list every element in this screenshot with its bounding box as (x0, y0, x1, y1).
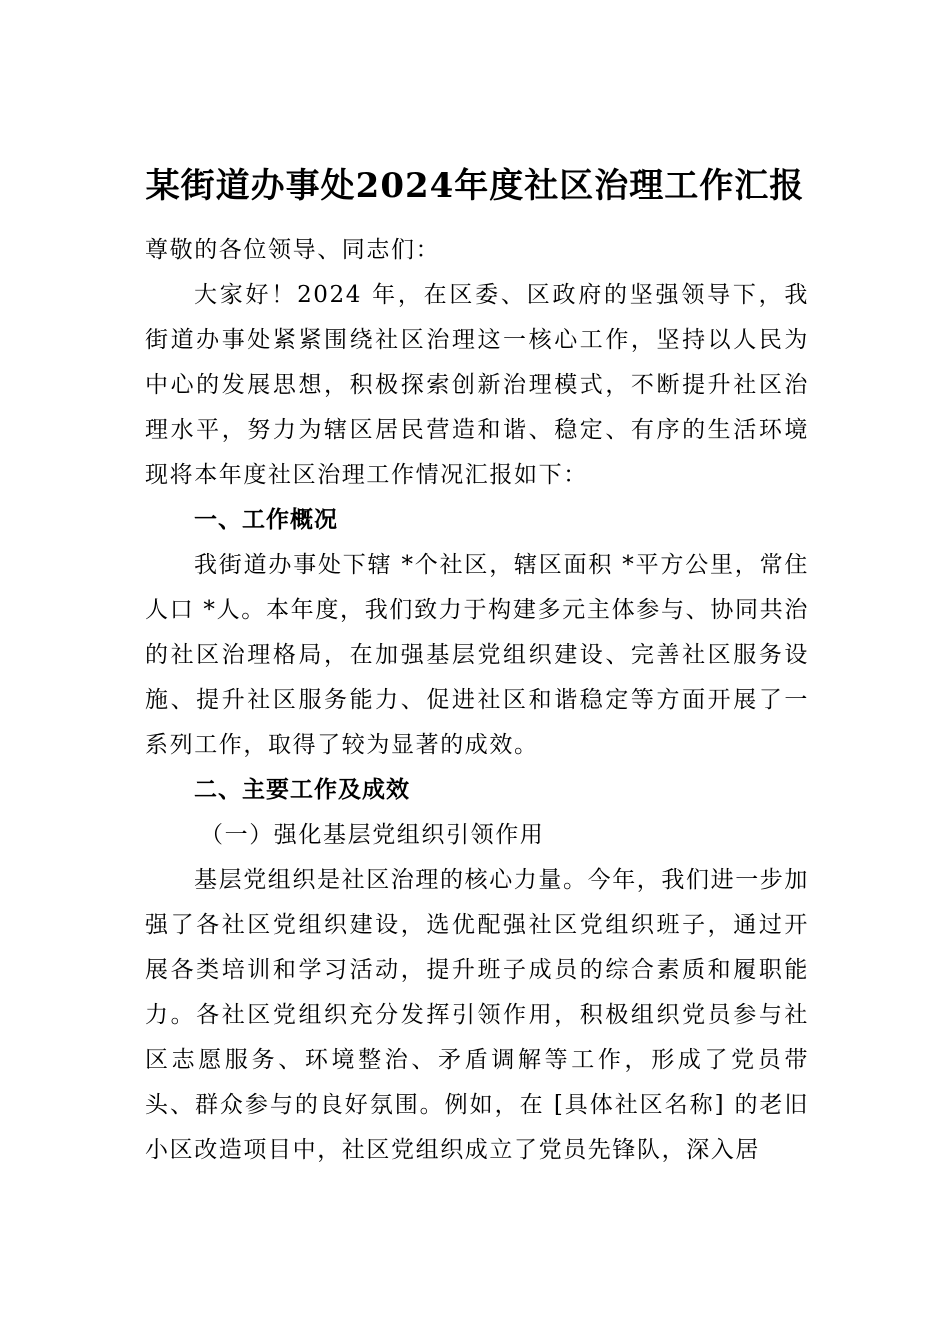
intro-paragraph: 大家好！2024 年，在区委、区政府的坚强领导下，我街道办事处紧紧围绕社区治理这一核心工作，坚持以人民为中心的发展思想，积极探索创新治理模式，不断提升社区治理水平，努力为辖区居民营造和谐、稳定、有序的生活环境现将本年度社区治理工作情况汇报如下： (145, 282, 809, 488)
section-heading-main-work: 二、主要工作及成效 (194, 777, 410, 803)
overview-paragraph: 我街道办事处下辖 *个社区，辖区面积 *平方公里，常住人口 *人。本年度，我们致力于构建多元主体参与、协同共治的社区治理格局，在加强基层党组织建设、完善社区服务设施、提升社区服务能力、促进社区和谐稳定等方面开展了一系列工作，取得了较为显著的成效。 (145, 552, 809, 758)
party-paragraph: 基层党组织是社区治理的核心力量。今年，我们进一步加强了各社区党组织建设，选优配强社区党组织班子，通过开展各类培训和学习活动，提升班子成员的综合素质和履职能力。各社区党组织充分发挥引领作用，积极组织党员参与社区志愿服务、环境整治、矛盾调解等工作，形成了党员带头、群众参与的良好氛围。例如，在 [具体社区名称] 的老旧小区改造项目中，社区党组织成立了党员先锋队，深入居 (145, 867, 809, 1163)
section-heading-overview: 一、工作概况 (194, 507, 338, 533)
document-body (145, 228, 809, 1173)
document-title: 某街道办事处2024年度社区治理工作汇报 (145, 166, 805, 206)
salutation: 尊敬的各位领导、同志们： (145, 237, 441, 263)
subsection-heading-party: （一）强化基层党组织引领作用 (200, 822, 545, 848)
